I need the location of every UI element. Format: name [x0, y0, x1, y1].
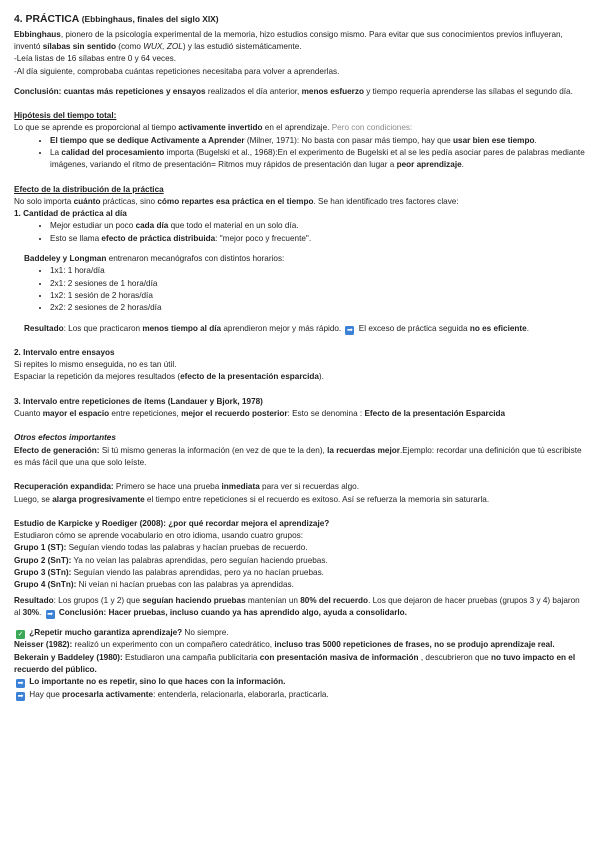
- intervalo-items-line: Cuanto mayor el espacio entre repeticiones, mejor el recuerdo posterior: Esto se denomina : Efecto de la presentación Esparcida: [14, 409, 506, 419]
- list-item: • Mejor estudiar un poco cada día que todo el material en un solo día.: [50, 220, 586, 232]
- recuperacion-line-2: Luego, se alarga progresivamente el tiempo entre repeticiones si el recuerdo es exitoso. Así se refuerza la memoria sin saturarla.: [14, 494, 490, 504]
- grupo-2: Grupo 2 (SnT): Ya no veían las palabras aprendidas, pero seguían haciendo pruebas.: [14, 555, 328, 565]
- horarios-list: [14, 265, 586, 314]
- intro-line-2: -Leía listas de 16 sílabas entre 0 y 64 veces.: [14, 54, 177, 64]
- check-icon: ✓: [17, 631, 24, 639]
- neisser-line: Neisser (1982): realizó un experimento con un compañero catedrático, incluso tras 5000 repeticiones de frases, no se produjo aprendizaje real.: [14, 640, 555, 650]
- intervalo-ensayos-line-1: Si repites lo mismo enseguida, no es tan útil.: [14, 360, 177, 370]
- section-title: [14, 12, 586, 28]
- baddeley-longman-line: Baddeley y Longman entrenaron mecanógrafos con distintos horarios:: [24, 254, 285, 264]
- arrow-right-icon: ➡: [17, 692, 24, 700]
- factor-1-list: [14, 220, 586, 245]
- karpicke-heading: Estudio de Karpicke y Roediger (2008): ¿por qué recordar mejora el aprendizaje?: [14, 518, 330, 528]
- intervalo-ensayos-heading: 2. Intervalo entre ensayos: [14, 347, 115, 357]
- hipotesis-line: Lo que se aprende es proporcional al tiempo activamente invertido en el aprendizaje. Pero con condiciones:: [14, 123, 413, 133]
- title-sub: (Ebbinghaus, finales del siglo XIX): [81, 14, 219, 24]
- intervalo-ensayos-line-2: Espaciar la repetición da mejores resultados (efecto de la presentación esparcida).: [14, 372, 324, 382]
- otros-efectos-heading: Otros efectos importantes: [14, 433, 116, 443]
- bekerain-line: Bekerain y Baddeley (1980): Estudiaron una campaña publicitaria con presentación masiva de información , descubrieron que no tuvo impacto en el recuerdo del público.: [14, 652, 576, 675]
- list-item: • 2x1: 2 sesiones de 1 hora/día: [50, 278, 586, 290]
- arrow-right-icon: ➡: [17, 680, 24, 688]
- karpicke-resultado: Resultado: Los grupos (1 y 2) que seguían haciendo pruebas mantenían un 80% del recuerdo. Los que dejaron de hacer pruebas (grupos 3 y 4) bajaron al 30%. ➡ Conclusión: Hacer pruebas, incluso cuando ya has aprendido algo, ayuda a consolidarlo.: [14, 595, 580, 618]
- importante-line: ➡ Lo importante no es repetir, sino lo que haces con la información.: [17, 677, 286, 688]
- efecto-generacion: Efecto de generación: Si tú mismo generas la información (en vez de que te la den), la recuerdas mejor.Ejemplo: recordar una definición que tú escribiste es más fácil que una que solo leíste.: [14, 445, 582, 467]
- repetir-question: ✓ ¿Repetir mucho garantiza aprendizaje? No siempre.: [17, 628, 229, 639]
- arrow-right-icon: ➡: [347, 326, 353, 334]
- factor-1-heading: 1. Cantidad de práctica al día: [14, 209, 127, 219]
- karpicke-intro: Estudiaron cómo se aprende vocabulario en otro idioma, usando cuatro grupos:: [14, 531, 304, 541]
- list-item: • La calidad del procesamiento importa (Bugelski et al., 1968):En el experimento de Bugelski et al se les pedía asociar pares de palabras mediante imágenes, variando el ritmo de presentación= Ritmos muy rápidos de presentación dan lugar a peor aprendizaje.: [50, 147, 586, 172]
- list-item: • Esto se llama efecto de práctica distribuida: "mejor poco y frecuente".: [50, 233, 586, 245]
- grupo-3: Grupo 3 (STn): Seguían viendo las palabras aprendidas, pero ya no hacían pruebas.: [14, 568, 324, 577]
- hipotesis-heading: Hipótesis del tiempo total:: [14, 111, 117, 121]
- list-item: • El tiempo que se dedique Activamente a Aprender (Milner, 1971): No basta con pasar más tiempo, hay que usar bien ese tiempo.: [50, 135, 586, 147]
- intervalo-items-heading: 3. Intervalo entre repeticiones de ítems (Landauer y Bjork, 1978): [14, 396, 263, 406]
- intro-paragraph: Ebbinghaus, pionero de la psicología experimental de la memoria, hizo estudios consigo mismo. Para evitar que sus conocimientos previos influyeran, inventó sílabas sin sentido (como WUX, ZOL) y las estudió sistemáticamente.: [14, 29, 563, 51]
- grupo-4: Grupo 4 (SnTn): Ni veían ni hacían pruebas con las palabras ya aprendidas.: [14, 580, 294, 590]
- arrow-right-icon: ➡: [47, 610, 54, 618]
- procesar-line: ➡ Hay que procesarla activamente: entenderla, relacionarla, elaborarla, practicarla.: [17, 689, 329, 700]
- conclusion-paragraph: Conclusión: cuantas más repeticiones y ensayos realizados el día anterior, menos esfuerzo y tiempo requería aprenderse las sílabas el segundo día.: [14, 86, 573, 96]
- resultado-distribucion: Resultado: Los que practicaron menos tiempo al día aprendieron mejor y más rápido. ➡ El exceso de práctica seguida no es eficiente.: [24, 323, 529, 334]
- list-item: • 1x1: 1 hora/día: [50, 265, 586, 277]
- intro-line-3: -Al día siguiente, comprobaba cuántas repeticiones necesitaba para volver a aprenderlas.: [14, 66, 340, 76]
- grupo-1: Grupo 1 (ST): Seguían viendo todas las palabras y hacían pruebas de recuerdo.: [14, 543, 308, 553]
- hipotesis-list: [14, 135, 586, 172]
- list-item: • 2x2: 2 sesiones de 2 horas/día: [50, 302, 586, 314]
- title-main: 4. PRÁCTICA: [14, 14, 79, 25]
- list-item: • 1x2: 1 sesión de 2 horas/día: [50, 290, 586, 302]
- distribucion-intro: No solo importa cuánto prácticas, sino cómo repartes esa práctica en el tiempo. Se han identificado tres factores clave:: [14, 196, 459, 206]
- distribucion-heading: Efecto de la distribución de la práctica: [14, 184, 164, 194]
- recuperacion-line-1: Recuperación expandida: Primero se hace una prueba inmediata para ver si recuerdas algo.: [14, 482, 359, 492]
